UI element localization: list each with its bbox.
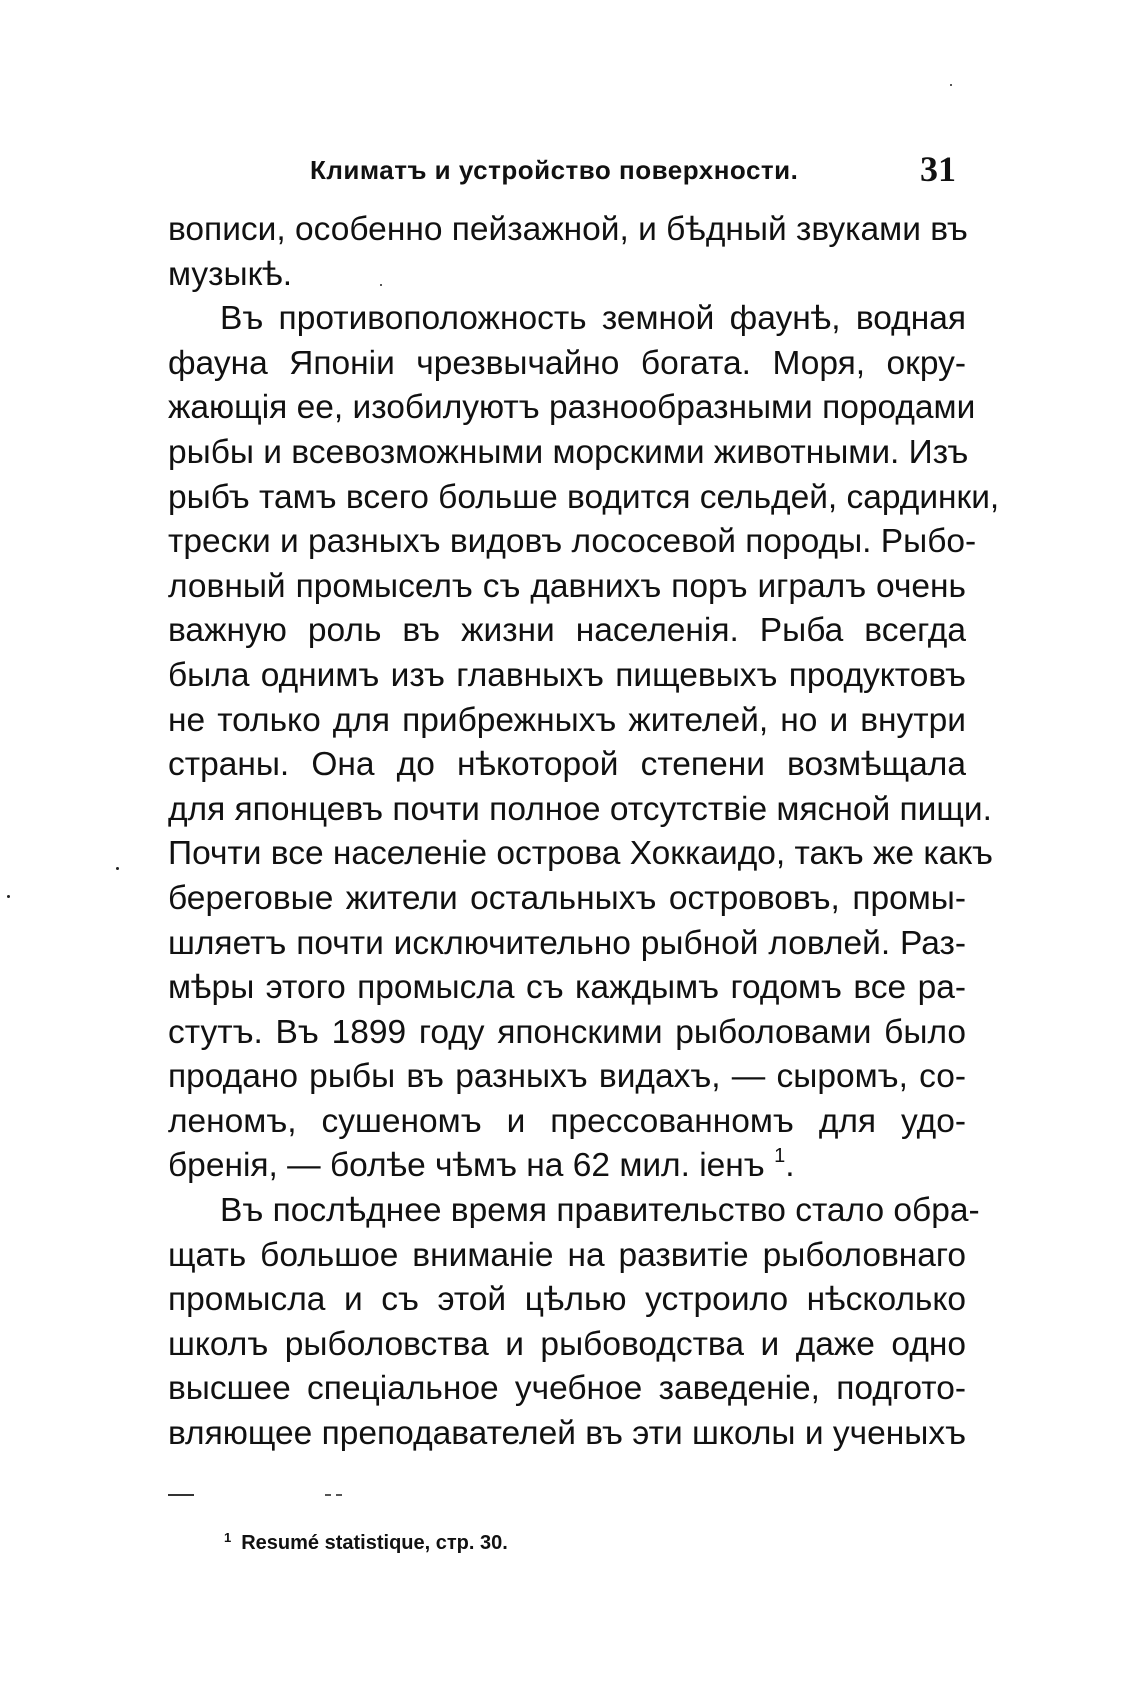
text-line: высшее спеціальное учебное заведеніе, подгото- bbox=[168, 1370, 966, 1408]
text-line: бренія, — болѣе чѣмъ на 62 мил. іенъ bbox=[168, 1147, 765, 1185]
text-line: щать большое вниманіе на развитіе рыболовнаго bbox=[168, 1236, 966, 1274]
footnote-text: Resumé statistique, стр. 30. bbox=[241, 1532, 508, 1554]
footnote-reference[interactable]: 1 bbox=[774, 1145, 786, 1168]
text-line: страны. Она до нѣкоторой степени возмѣщала bbox=[168, 746, 966, 784]
print-speck bbox=[950, 84, 952, 86]
print-speck bbox=[380, 284, 382, 286]
print-speck bbox=[7, 895, 10, 898]
footnote bbox=[224, 1530, 508, 1555]
text-line: Въ противоположность земной фаунѣ, водная bbox=[220, 300, 966, 338]
body-text bbox=[168, 208, 1000, 1457]
text-line: музыкѣ. bbox=[168, 255, 293, 293]
paragraph-fauna bbox=[168, 297, 1000, 1189]
text-line: рыбъ тамъ всего больше водится сельдей, сардинки, bbox=[168, 478, 1000, 516]
text-line: Въ послѣднее время правительство стало обра- bbox=[220, 1192, 980, 1230]
footnote-rule-mark bbox=[336, 1494, 342, 1496]
print-speck bbox=[116, 867, 119, 870]
text-line: продано рыбы въ разныхъ видахъ, — сыромъ, со- bbox=[168, 1058, 966, 1096]
footnote-ref-punctuation: . bbox=[785, 1147, 795, 1185]
text-line: Почти все населеніе острова Хоккаидо, такъ же какъ bbox=[168, 835, 993, 873]
text-line: для японцевъ почти полное отсутствіе мясной пищи. bbox=[168, 790, 992, 828]
footnote-rule bbox=[168, 1494, 194, 1496]
paragraph-government bbox=[168, 1189, 980, 1457]
text-line: мѣры этого промысла съ каждымъ годомъ все ра- bbox=[168, 969, 966, 1007]
paragraph-continuation bbox=[168, 208, 966, 297]
text-line: вописи, особенно пейзажной, и бѣдный звуками въ bbox=[168, 211, 968, 248]
text-line: школъ рыболовства и рыбоводства и даже одно bbox=[168, 1325, 966, 1363]
text-line: рыбы и всевозможными морскими животными. Изъ bbox=[168, 433, 969, 471]
text-line: не только для прибрежныхъ жителей, но и внутри bbox=[168, 701, 966, 739]
text-line: жающія ее, изобилуютъ разнообразными породами bbox=[168, 389, 976, 427]
text-line: леномъ, сушеномъ и прессованномъ для удо- bbox=[168, 1102, 966, 1140]
text-line: вляющее преподавателей въ эти школы и ученыхъ bbox=[168, 1415, 966, 1453]
text-line: промысла и съ этой цѣлью устроило нѣсколько bbox=[168, 1281, 966, 1319]
text-line: фауна Японіи чрезвычайно богата. Моря, окру- bbox=[168, 344, 966, 382]
footnote-rule-mark bbox=[325, 1494, 331, 1496]
footnote-mark: 1 bbox=[224, 1530, 232, 1545]
text-line: ловный промыселъ съ давнихъ поръ игралъ очень bbox=[168, 567, 966, 605]
text-line: важную роль въ жизни населенія. Рыба всегда bbox=[168, 612, 966, 650]
running-head: Климатъ и устройство поверхности. bbox=[310, 155, 799, 185]
text-line: береговые жители остальныхъ острововъ, промы- bbox=[168, 879, 966, 917]
text-line: трески и разныхъ видовъ лососевой породы. Рыбо- bbox=[168, 523, 977, 561]
text-line-with-footnote bbox=[168, 1144, 966, 1189]
text-line: была однимъ изъ главныхъ пищевыхъ продуктовъ bbox=[168, 656, 966, 694]
text-line: стутъ. Въ 1899 году японскими рыболовами было bbox=[168, 1013, 966, 1051]
text-line: шляетъ почти исключительно рыбной ловлей. Раз- bbox=[168, 924, 966, 962]
page-number: 31 bbox=[920, 149, 956, 189]
